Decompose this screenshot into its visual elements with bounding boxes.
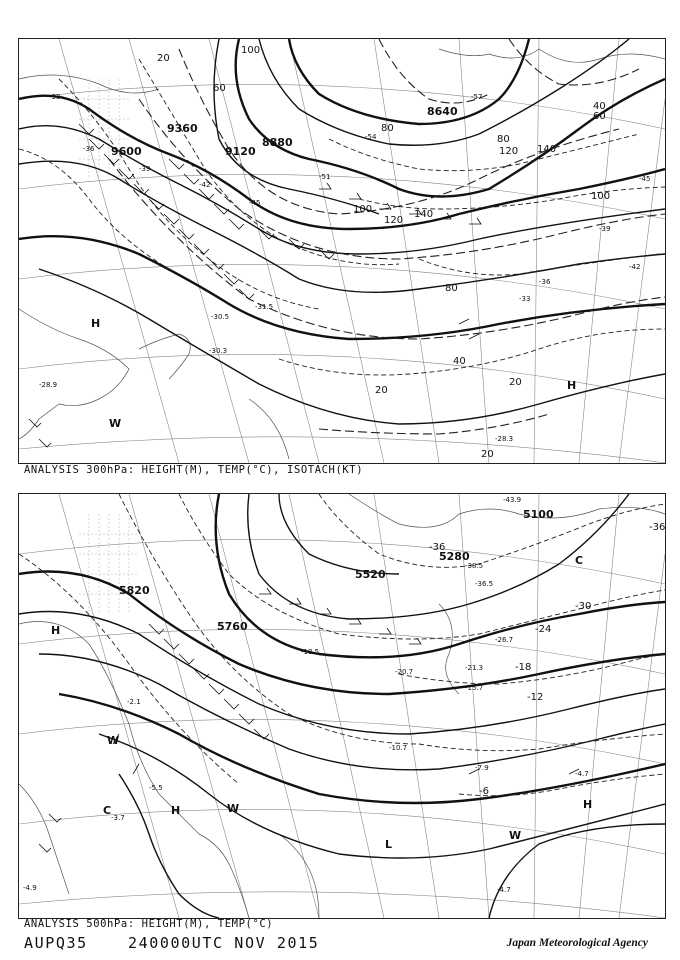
temperature-value: -51 — [319, 173, 331, 181]
warm-center: W — [107, 734, 120, 747]
temperature-value: -57 — [471, 93, 483, 101]
chart-500hpa-map — [19, 494, 665, 918]
isotach-label: 60 — [593, 111, 606, 122]
temperature-value: -10.7 — [389, 744, 408, 752]
temperature-value: -18.5 — [301, 648, 320, 656]
temperature-value: -30.5 — [211, 313, 230, 321]
valid-time: 240000UTC NOV 2015 — [128, 934, 320, 952]
isotach-label: 40 — [453, 356, 466, 367]
high-center: H — [51, 624, 61, 637]
temperature-value: -39 — [139, 165, 151, 173]
temperature-value: -43.9 — [503, 496, 522, 504]
isotherm-label: -18 — [515, 662, 532, 673]
temperature-value: -33 — [49, 93, 61, 101]
isotherm-label: -6 — [479, 786, 489, 797]
height-label: 5280 — [439, 550, 470, 563]
low-center: L — [385, 838, 393, 851]
height-contours — [19, 494, 665, 918]
temperature-value: -5.5 — [149, 784, 163, 792]
temperature-value: -26.7 — [495, 636, 514, 644]
isotach-label: 140 — [537, 144, 557, 155]
agency-name: Japan Meteorological Agency — [506, 937, 648, 949]
isotach-label: 140 — [414, 209, 434, 220]
chart-id: AUPQ35 — [24, 934, 88, 952]
temperature-value: -45 — [639, 175, 651, 183]
isotach-label: 80 — [445, 283, 458, 294]
isotach-label: 100 — [241, 45, 261, 56]
chart-300hpa-map — [19, 39, 665, 463]
chart-300hpa — [18, 38, 666, 464]
height-label: 8640 — [427, 105, 458, 118]
warm-center: W — [509, 829, 522, 842]
warm-center: W — [109, 417, 122, 430]
isotach-label: 20 — [157, 53, 170, 64]
high-center: H — [171, 804, 181, 817]
height-label: 5100 — [523, 508, 554, 521]
temperature-value: -4.7 — [575, 770, 589, 778]
isotherm-label: -24 — [535, 624, 552, 635]
temperature-value: -36.5 — [475, 580, 494, 588]
temperature-value: -30.3 — [209, 347, 228, 355]
isotach-label: 20 — [375, 385, 388, 396]
warm-center: W — [227, 802, 240, 815]
temperature-value: -42 — [629, 263, 641, 271]
height-label: 5520 — [355, 568, 386, 581]
temperature-value: -36 — [83, 145, 95, 153]
height-labels — [119, 508, 554, 633]
isotach-label: 100 — [591, 191, 611, 202]
high-center: H — [91, 317, 101, 330]
temperature-value: -42 — [199, 181, 211, 189]
temperature-value: -31.5 — [255, 303, 274, 311]
temperature-value: -28.9 — [39, 381, 58, 389]
terrain-hatching — [79, 79, 129, 179]
isotach-label: 20 — [509, 377, 522, 388]
isotach-label: 100 — [353, 204, 373, 215]
isotach-label: 80 — [381, 123, 394, 134]
isotachs — [109, 39, 665, 434]
isotach-label: 20 — [481, 449, 494, 460]
height-contours — [19, 39, 665, 424]
height-label: 5820 — [119, 584, 150, 597]
isotherm-label: -12 — [527, 692, 544, 703]
temperature-value: -4.7 — [497, 886, 511, 894]
temperature-value: -45 — [249, 199, 261, 207]
temperature-value: -4.9 — [23, 884, 37, 892]
height-label: 5760 — [217, 620, 248, 633]
chart-500hpa — [18, 493, 666, 919]
high-center: H — [583, 798, 593, 811]
height-label: 9120 — [225, 145, 256, 158]
temperature-value: -3.7 — [111, 814, 125, 822]
temperature-value: -20.7 — [395, 668, 414, 676]
isotach-label: 60 — [213, 83, 226, 94]
isotach-label: 120 — [384, 215, 404, 226]
height-label: 9360 — [167, 122, 198, 135]
cold-center: C — [575, 554, 584, 567]
temperature-value: -21.3 — [465, 664, 484, 672]
temperature-values — [23, 496, 592, 894]
isotach-label: 120 — [499, 146, 519, 157]
isotherm-label: -36 — [649, 522, 665, 533]
temperature-value: -36 — [539, 278, 551, 286]
temperature-value: -7.9 — [475, 764, 489, 772]
isotach-label: 80 — [497, 134, 510, 145]
temperature-value: -54 — [365, 133, 377, 141]
temperature-value: -28.3 — [495, 435, 514, 443]
isotherms — [19, 494, 665, 796]
high-center: H — [567, 379, 577, 392]
chart-500hpa-caption: ANALYSIS 500hPa: HEIGHT(M), TEMP(°C) — [24, 918, 274, 930]
height-label: 9600 — [111, 145, 142, 158]
temperature-value: -39 — [599, 225, 611, 233]
temperature-value: -2.1 — [127, 698, 141, 706]
temperature-value: -33 — [519, 295, 531, 303]
graticule — [19, 39, 665, 463]
chart-300hpa-caption: ANALYSIS 300hPa: HEIGHT(M), TEMP(°C), ISOTACH(KT) — [24, 464, 364, 476]
isotherm-label: -36 — [429, 542, 446, 553]
temperature-value: -38.5 — [465, 562, 484, 570]
isotach-labels — [157, 45, 610, 460]
isotherm-label: -30 — [575, 601, 592, 612]
temperature-value: -15.7 — [465, 684, 484, 692]
terrain-hatching — [79, 514, 139, 614]
isotach-label: 40 — [593, 101, 606, 112]
cold-center: C — [103, 804, 112, 817]
height-label: 8880 — [262, 136, 293, 149]
